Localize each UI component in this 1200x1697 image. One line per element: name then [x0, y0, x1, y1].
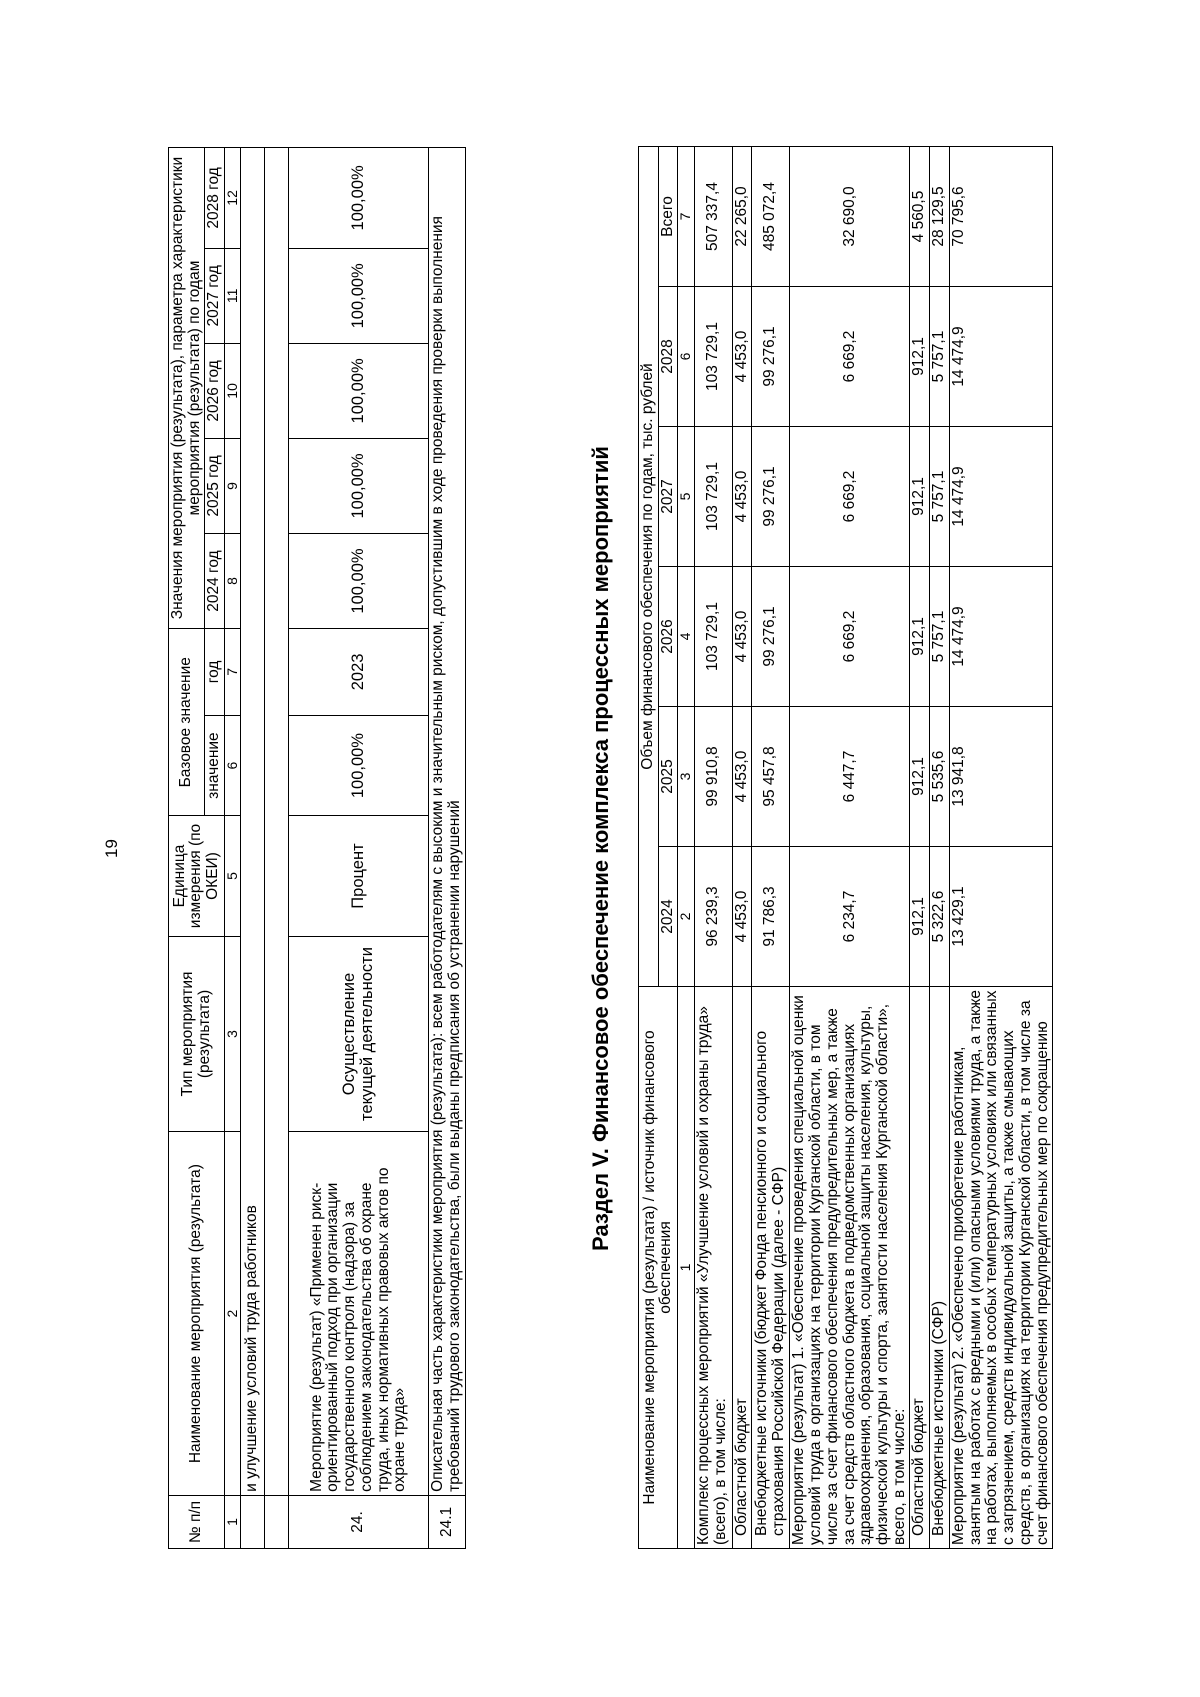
row-value: 4 453,0 [732, 567, 752, 707]
row-value: 32 690,0 [790, 147, 910, 287]
measures-table [168, 147, 466, 1549]
col-num-header: № п/п [169, 1495, 225, 1548]
index-cell: 9 [225, 438, 241, 533]
row-value: 5 757,1 [930, 427, 950, 567]
col-year-header: 2025 год [205, 438, 225, 533]
index-cell: 1 [225, 1495, 241, 1548]
row-value: 912,1 [910, 847, 930, 987]
row-value: 99 276,1 [752, 287, 790, 427]
table1-index-row [225, 148, 241, 1549]
col-total-header: Всего [658, 147, 678, 287]
row-name: Внебюджетные источники (бюджет Фонда пенсионного и социального страхования Российской Федерации (далее - СФР) [752, 987, 790, 1549]
row-value: 100,00% [289, 148, 429, 249]
col-year-header: 2024 [658, 847, 678, 987]
row-name: Областной бюджет [732, 987, 752, 1549]
index-cell: 4 [678, 567, 694, 707]
index-cell: 11 [225, 248, 241, 343]
row-type: Осуществление текущей деятельности [289, 936, 429, 1132]
row-value: 6 669,2 [790, 287, 910, 427]
row-name: Мероприятие (результат) 1. «Обеспечение проведения специальной оценки условий труда в организациях на территории Курганской области, в том числе за счет финансового обеспечения предупредительных мер, а также за счет средств областного бюджета в подведомственных организациях здравоохранения, образования, социальной защиты населения, культуры, физической культуры и спорта, занятости населения Курганской области», всего, в том числе: [790, 987, 910, 1549]
row-value: 912,1 [910, 287, 930, 427]
row-value: 5 757,1 [930, 567, 950, 707]
col-base-header: Базовое значение [169, 629, 205, 816]
row-value: 5 757,1 [930, 287, 950, 427]
row-value: 5 535,6 [930, 707, 950, 847]
table2-index-row [678, 147, 694, 1549]
index-cell: 8 [225, 533, 241, 628]
index-cell: 12 [225, 148, 241, 249]
row-value: 13 429,1 [949, 847, 1052, 987]
row-value: 91 786,3 [752, 847, 790, 987]
row-value: 485 072,4 [752, 147, 790, 287]
row-value: 100,00% [289, 533, 429, 628]
row-value: 22 265,0 [732, 147, 752, 287]
table1-spacer-row [265, 148, 289, 1549]
index-cell: 2 [678, 847, 694, 987]
col-group-header: Объем финансового обеспечения по годам, тыс. рублей [639, 147, 659, 987]
row-value: 95 457,8 [752, 707, 790, 847]
row-value: 100,00% [289, 343, 429, 438]
row-description: Описательная часть характеристики мероприятия (результата): всем работодателям с высоким и значительным риском, допустившим в ходе проведения проверки выполнения требований трудового законодательства, были выданы предписания об устранении нарушений [429, 148, 465, 1496]
row-value: 103 729,1 [694, 287, 732, 427]
row-value: 14 474,9 [949, 287, 1052, 427]
row-name: Внебюджетные источники (СФР) [930, 987, 950, 1549]
financing-table [638, 146, 1053, 1549]
col-type-header: Тип мероприятия (результата) [169, 936, 225, 1132]
index-cell: 7 [678, 147, 694, 287]
row-value: 70 795,6 [949, 147, 1052, 287]
index-cell: 1 [678, 987, 694, 1549]
col-unit-header: Единица измерения (по ОКЕИ) [169, 816, 225, 936]
row-value: 13 941,8 [949, 707, 1052, 847]
index-cell: 6 [678, 287, 694, 427]
row-name: Комплекс процессных мероприятий «Улучшение условий и охраны труда» (всего), в том числе: [694, 987, 732, 1549]
row-value: 4 453,0 [732, 707, 752, 847]
row-value: 6 234,7 [790, 847, 910, 987]
index-cell: 7 [225, 629, 241, 716]
col-year-header: 2027 год [205, 248, 225, 343]
table-row [930, 147, 950, 1549]
row-value: 99 910,8 [694, 707, 732, 847]
col-year-header: 2026 [658, 567, 678, 707]
row-value: 100,00% [289, 248, 429, 343]
row-base-year: 2023 [289, 629, 429, 716]
row-value: 6 669,2 [790, 427, 910, 567]
col-year-header: 2027 [658, 427, 678, 567]
table-row [732, 147, 752, 1549]
table2-header-row1 [639, 147, 659, 1549]
row-value: 6 447,7 [790, 707, 910, 847]
row-value: 912,1 [910, 567, 930, 707]
row-value: 4 560,5 [910, 147, 930, 287]
row-num: 24.1 [429, 1495, 465, 1548]
row-value: 4 453,0 [732, 427, 752, 567]
index-cell: 6 [225, 715, 241, 816]
row-value: 96 239,3 [694, 847, 732, 987]
row-value: 99 276,1 [752, 567, 790, 707]
col-year-header: 2028 [658, 287, 678, 427]
row-name: Мероприятие (результат) «Применен риск-ориентированный подход при организации государственного контроля (надзора) за соблюдением законодательства об охране труда, иных нормативных правовых актов по охране труда» [289, 1132, 429, 1496]
page-number: 19 [102, 839, 121, 858]
col-base-year-header: год [205, 629, 225, 716]
row-value: 14 474,9 [949, 427, 1052, 567]
col-values-header: Значения мероприятия (результата), параметра характеристики мероприятия (результата) по годам [169, 148, 205, 629]
row-num: 24. [289, 1495, 429, 1548]
section-row-text: и улучшение условий труда работников [241, 148, 265, 1496]
row-value: 100,00% [289, 438, 429, 533]
index-cell: 5 [225, 816, 241, 936]
table1-section-row [241, 148, 265, 1549]
row-unit: Процент [289, 816, 429, 936]
col-year-header: 2026 год [205, 343, 225, 438]
col-name-header: Наименование мероприятия (результата) [169, 1132, 225, 1496]
col-year-header: 2028 год [205, 148, 225, 249]
row-value: 912,1 [910, 707, 930, 847]
col-name-header: Наименование мероприятия (результата) / источник финансового обеспечения [639, 987, 678, 1549]
index-cell: 2 [225, 1132, 241, 1496]
index-cell: 10 [225, 343, 241, 438]
row-value: 103 729,1 [694, 567, 732, 707]
table-row [752, 147, 790, 1549]
row-value: 103 729,1 [694, 427, 732, 567]
table-row [949, 147, 1052, 1549]
table1-header-row1 [169, 148, 205, 1549]
row-value: 4 453,0 [732, 847, 752, 987]
row-value: 5 322,6 [930, 847, 950, 987]
row-value: 912,1 [910, 427, 930, 567]
row-value: 507 337,4 [694, 147, 732, 287]
row-name: Областной бюджет [910, 987, 930, 1549]
row-value: 14 474,9 [949, 567, 1052, 707]
row-value: 28 129,5 [930, 147, 950, 287]
col-base-value-header: значение [205, 715, 225, 816]
row-name: Мероприятие (результат) 2. «Обеспечено приобретение работникам, занятым на работах с вредными и (или) опасными условиями труда, а также на работах, выполняемых в особых температурных условиях или связанных с загрязнением, средств индивидуальной защиты, а также смывающих средств, в организациях на территории Курганской области, в том числе за счет финансового обеспечения предупредительных мер по сокращению [949, 987, 1052, 1549]
row-value: 6 669,2 [790, 567, 910, 707]
table-row [694, 147, 732, 1549]
row-base-value: 100,00% [289, 715, 429, 816]
row-value: 99 276,1 [752, 427, 790, 567]
index-cell: 3 [225, 936, 241, 1132]
index-cell: 5 [678, 427, 694, 567]
col-year-header: 2024 год [205, 533, 225, 628]
table-row [790, 147, 910, 1549]
row-value: 4 453,0 [732, 287, 752, 427]
col-year-header: 2025 [658, 707, 678, 847]
table1-row-24 [289, 148, 429, 1549]
table1-row-24-1 [429, 148, 465, 1549]
table-row [910, 147, 930, 1549]
section-title: Раздел V. Финансовое обеспечение комплекса процессных мероприятий [588, 446, 613, 1251]
index-cell: 3 [678, 707, 694, 847]
